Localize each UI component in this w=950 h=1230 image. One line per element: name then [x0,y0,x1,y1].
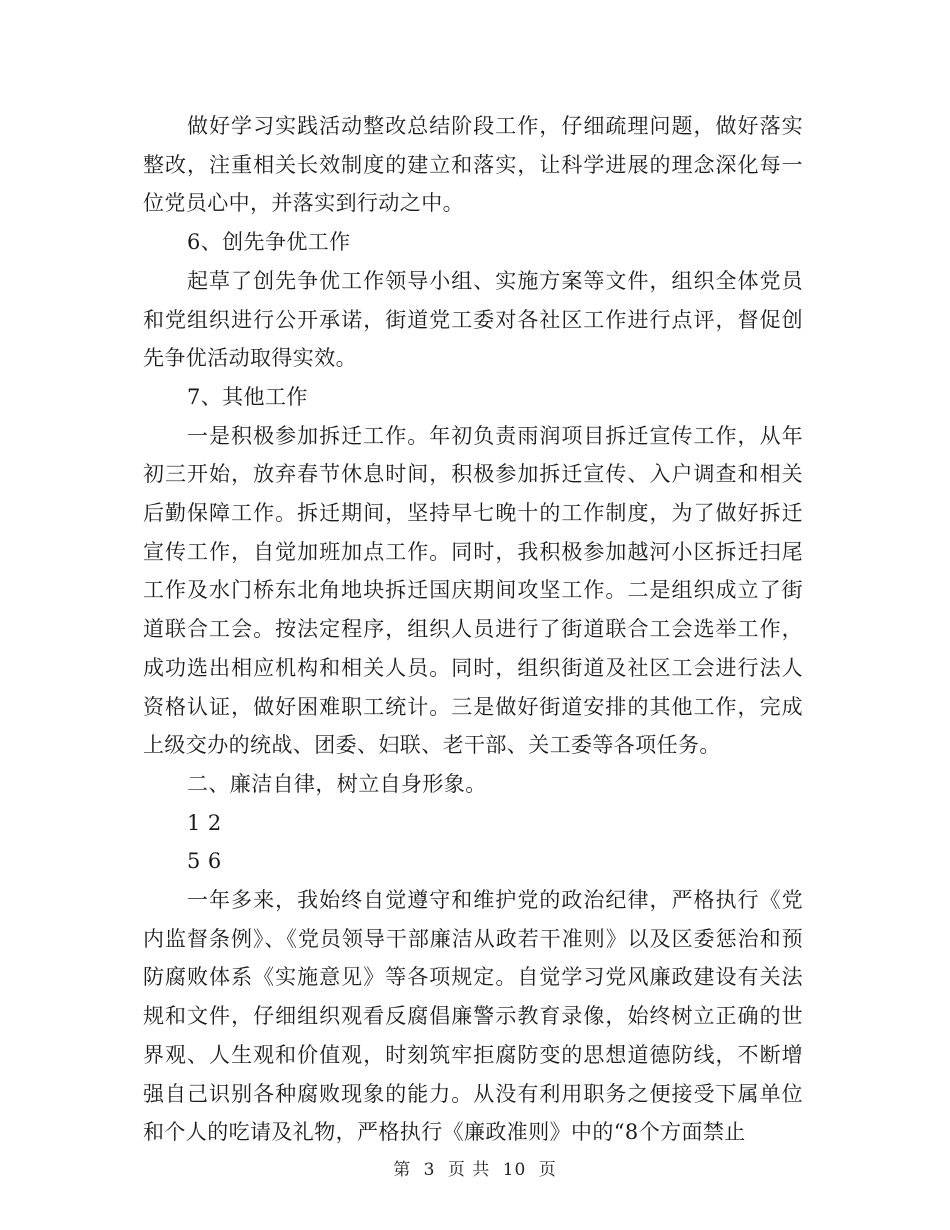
document-body [143,107,803,1152]
page-footer [0,1155,950,1180]
stray-numbers-2: 5 6 [187,849,222,874]
footer-prefix: 第 [393,1160,412,1180]
section-heading-integrity: 二、廉洁自律，树立自身形象。 [187,771,487,796]
paragraph-excellence: 起草了创先争优工作领导小组、实施方案等文件，组织全体党员和党组织进行公开承诺，街道党工委对各社区工作进行点评，督促创先争优活动取得实效。 [143,268,803,371]
paragraph-other-work: 一是积极参加拆迁工作。年初负责雨润项目拆迁宣传工作，从年初三开始，放弃春节休息时间，积极参加拆迁宣传、入户调查和相关后勤保障工作。拆迁期间，坚持早七晚十的工作制度，为了做好拆迁宣传工作，自觉加班加点工作。同时，我积极参加越河小区拆迁扫尾工作及水门桥东北角地块拆迁国庆期间攻坚工作。二是组织成立了街道联合工会。按法定程序，组织人员进行了街道联合工会选举工作，成功选出相应机构和相关人员。同时，组织街道及社区工会进行法人资格认证，做好困难职工统计。三是做好街道安排的其他工作，完成上级交办的统战、团委、妇联、老干部、关工委等各项任务。 [143,423,803,758]
section-heading-7: 7、其他工作 [187,384,308,409]
paragraph-discipline: 一年多来，我始终自觉遵守和维护党的政治纪律，严格执行《党内监督条例》、《党员领导干部廉洁从政若干准则》以及区委惩治和预防腐败体系《实施意见》等各项规定。自觉学习党风廉政建设有关法规和文件，仔细组织观看反腐倡廉警示教育录像，始终树立正确的世界观、人生观和价值观，时刻筑牢拒腐防变的思想道德防线，不断增强自己识别各种腐败现象的能力。从没有利用职务之便接受下属单位和个人的吃请及礼物，严格执行《廉政准则》中的“8个方面禁止 [143,888,803,1145]
section-heading-6: 6、创先争优工作 [187,230,351,255]
footer-total-pages: 10 [502,1160,527,1180]
paragraph-rectification: 做好学习实践活动整改总结阶段工作，仔细疏理问题，做好落实整改，注重相关长效制度的建立和落实，让科学进展的理念深化每一位党员心中，并落实到行动之中。 [143,114,803,216]
footer-suffix: 页 [538,1160,557,1180]
footer-middle: 页 共 [447,1160,491,1180]
stray-numbers-1: 1 2 [187,810,222,835]
footer-page-number: 3 [423,1160,436,1180]
